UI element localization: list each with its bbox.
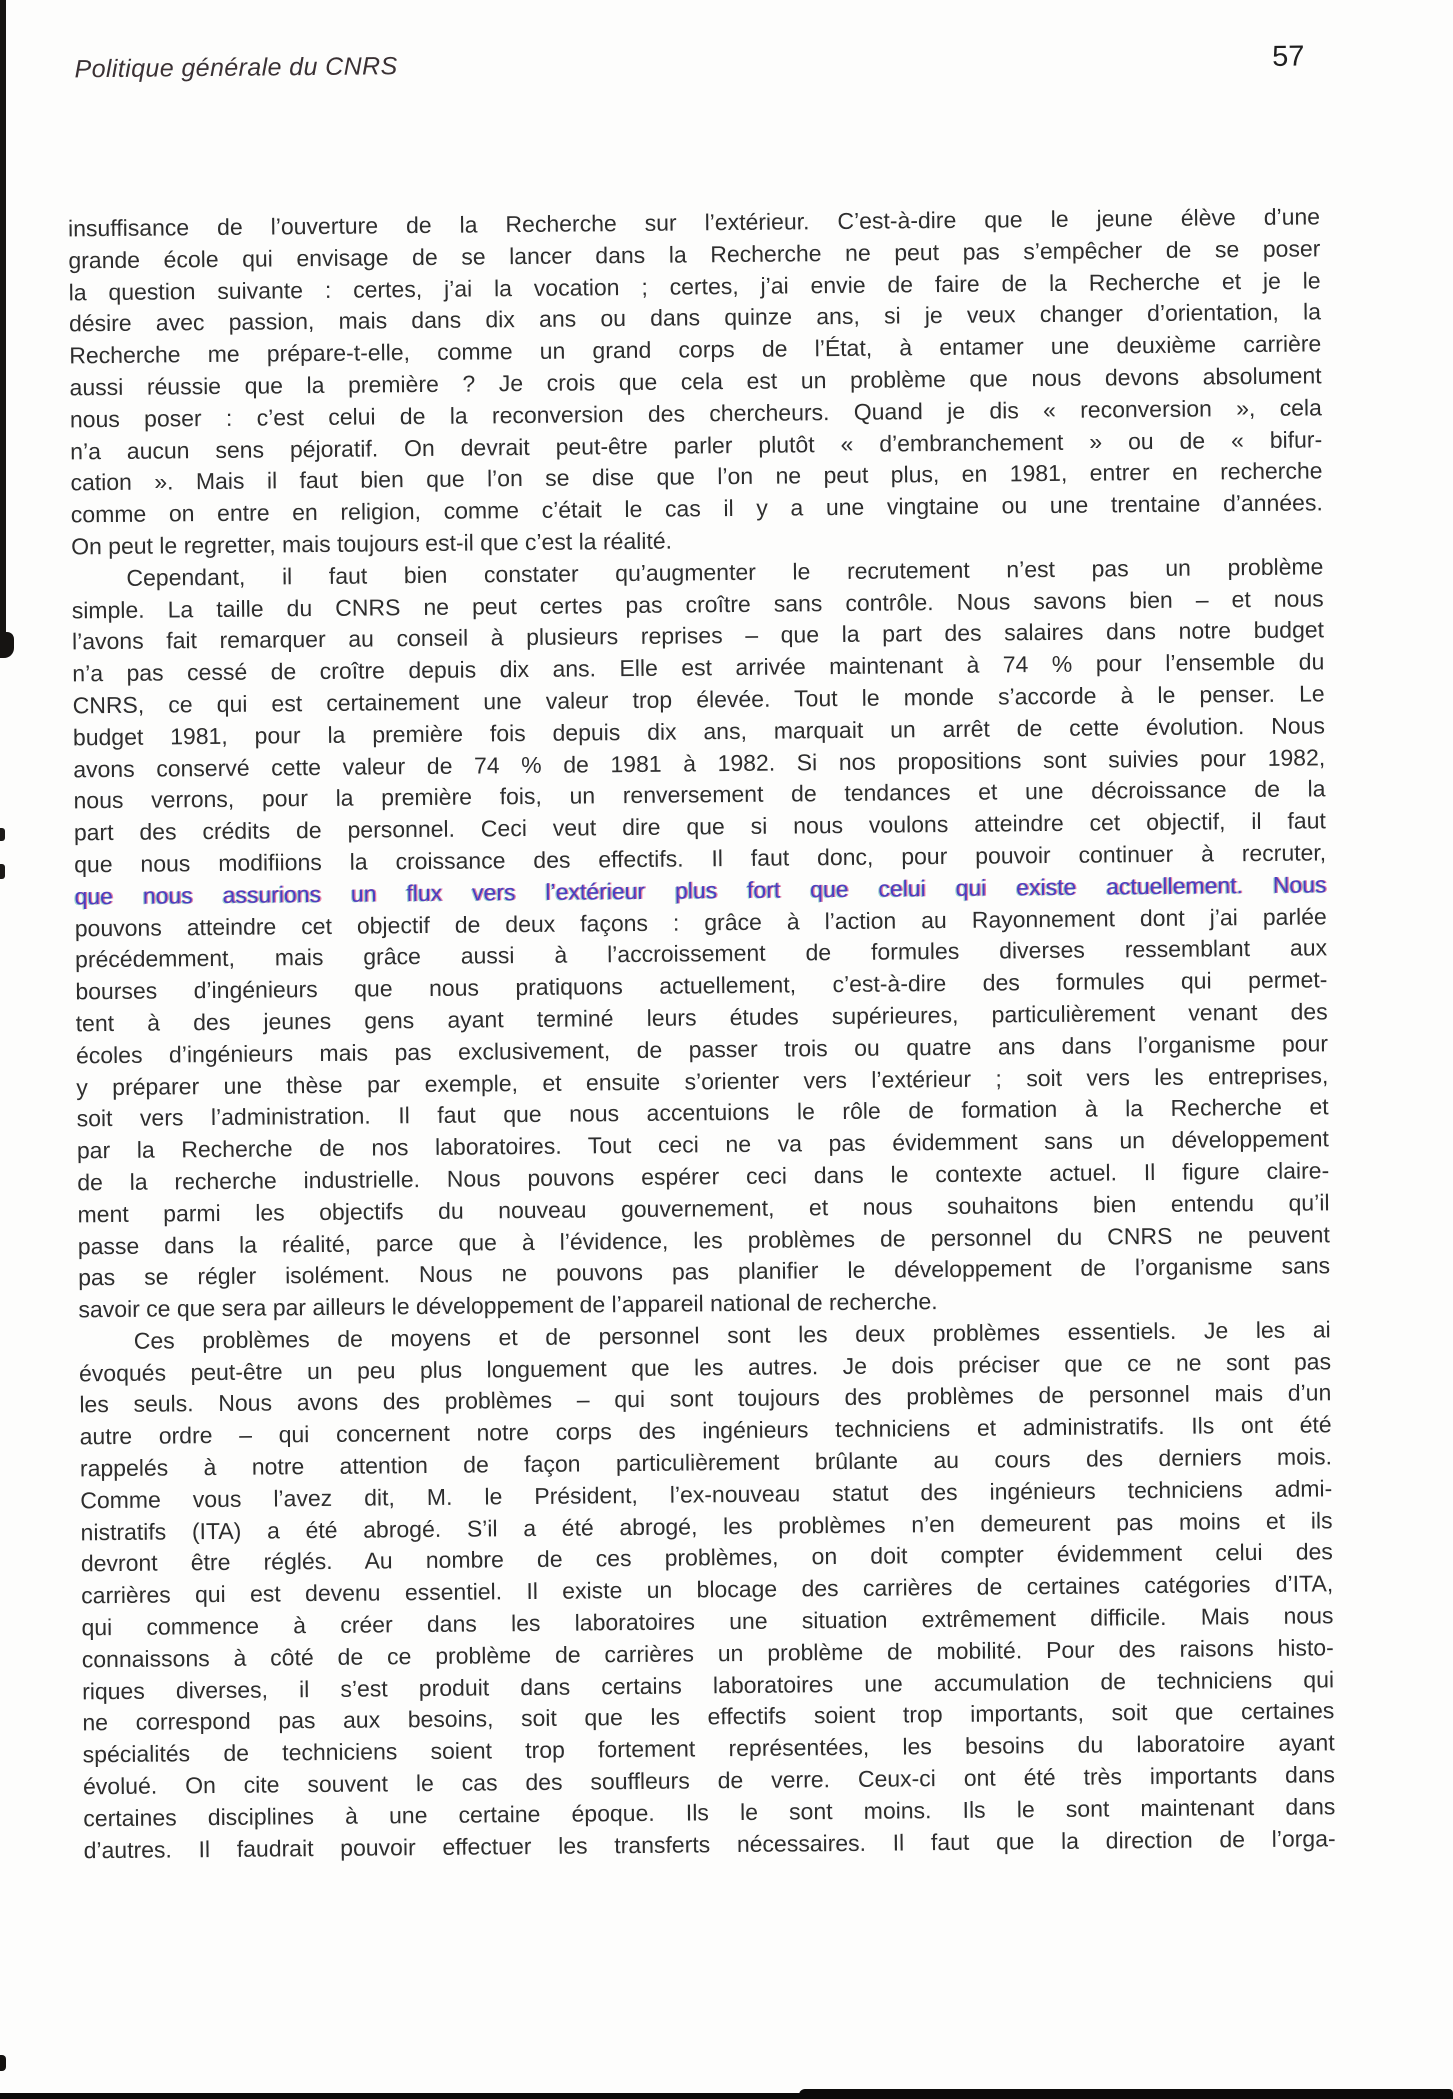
scan-edge-mark [0, 2055, 6, 2071]
text-line: riques diverses, il s’est produit dans certains laboratoires une accumulation de techniciens qui [81, 1665, 1335, 1704]
text-line: précédemment, mais grâce aussi à l’accroissement de formules diverses ressemblant aux [74, 934, 1328, 973]
text-line: bourses d’ingénieurs que nous pratiquons actuellement, c’est-à-dire des formules qui permet- [75, 966, 1328, 1005]
text-line: les seuls. Nous avons des problèmes – qui sont toujours des problèmes de personnel mais d’un [79, 1379, 1332, 1418]
text-line: que nous assurions un flux vers l’extérieur plus fort que celui qui existe actuellement. Nous [74, 871, 1327, 910]
text-line: spécialités de techniciens soient trop fortement représentées, les besoins du laboratoire ayant [82, 1729, 1335, 1768]
text-line: y préparer une thèse par exemple, et ensuite s’orienter vers l’extérieur ; soit vers les entreprises, [76, 1061, 1329, 1100]
text-line: CNRS, ce qui est certainement une valeur trop élevée. Tout le monde s’accorde à le penser. Le [72, 680, 1325, 719]
text-line: passe dans la réalité, parce que à l’évidence, les problèmes de personnel du CNRS ne peuvent [77, 1220, 1330, 1259]
page-content [66, 0, 1338, 2099]
text-line: d’autres. Il faudrait pouvoir effectuer les transferts nécessaires. Il faut que la direction de l’orga- [83, 1824, 1336, 1863]
text-line: avons conservé cette valeur de 74 % de 1981 à 1982. Si nos propositions sont suivies pour 1982, [73, 743, 1326, 782]
text-line: ne correspond pas aux besoins, soit que les effectifs soient trop importants, soit que certaines [82, 1697, 1335, 1736]
text-line: n’a aucun sens péjoratif. On devrait peut-être parler plutôt « d’embranchement » ou de « bifur- [70, 425, 1323, 464]
text-line: comme on entre en religion, comme c’était le cas il y a une vingtaine ou une trentaine d’années. [70, 489, 1323, 528]
text-line: nous verrons, pour la première fois, un renversement de tendances et une décroissance de la [73, 775, 1326, 814]
text-line: par la Recherche de nos laboratoires. Tout ceci ne va pas évidemment sans un développement [76, 1125, 1329, 1164]
scan-edge-mark [0, 864, 5, 879]
text-line: l’avons fait remarquer au conseil à plusieurs reprises – que la part des salaires dans notre budget [71, 616, 1325, 655]
text-line: cation ». Mais il faut bien que l’on se dise que l’on ne peut plus, en 1981, entrer en recherche [70, 457, 1323, 496]
text-line: Recherche me prépare-t-elle, comme un grand corps de l’État, à entamer une deuxième carrière [69, 330, 1322, 369]
text-line: simple. La taille du CNRS ne peut certes pas croître sans contrôle. Nous savons bien – et nous [71, 584, 1324, 623]
scan-edge-strip [0, 0, 6, 650]
text-line: devront être réglés. Au nombre de ces problèmes, on doit compter évidemment celui des [80, 1538, 1333, 1577]
text-line: aussi réussie que la première ? Je crois que cela est un problème que nous devons absolument [69, 362, 1322, 401]
text-line: que nous modifiions la croissance des effectifs. Il faut donc, pour pouvoir continuer à recruter, [74, 839, 1327, 878]
text-line: de la recherche industrielle. Nous pouvons espérer ceci dans le contexte actuel. Il figure claire- [77, 1157, 1330, 1196]
text-line: certaines disciplines à une certaine époque. Ils le sont moins. Ils le sont maintenant dans [83, 1793, 1336, 1832]
text-line: pas se régler isolément. Nous ne pouvons pas planifier le développement de l’organisme sans [78, 1252, 1331, 1291]
text-line: nistratifs (ITA) a été abrogé. S’il a été abrogé, les problèmes n’en demeurent pas moins et ils [80, 1506, 1333, 1545]
text-line: connaissons à côté de ce problème de carrières un problème de mobilité. Pour des raisons histo- [81, 1634, 1334, 1673]
text-line: savoir ce que sera par ailleurs le développement de l’appareil national de recherche. [78, 1288, 938, 1323]
scan-edge-blob [0, 632, 14, 658]
text-line: évoqués peut-être un peu plus longuement que les autres. Je dois préciser que ce ne sont pas [78, 1348, 1332, 1387]
text-line: part des crédits de personnel. Ceci veut dire que si nous voulons atteindre cet objectif, il faut [73, 807, 1326, 846]
text-line: Comme vous l’avez dit, M. le Président, l’ex-nouveau statut des ingénieurs techniciens admi- [80, 1475, 1333, 1514]
text-line: insuffisance de l’ouverture de la Recherche sur l’extérieur. C’est-à-dire que le jeune élève d’une [67, 203, 1321, 242]
text-line: n’a pas cessé de croître depuis dix ans. Elle est arrivée maintenant à 74 % pour l’ensemble du [72, 648, 1325, 687]
text-line: grande école qui envisage de se lancer dans la Recherche ne peut pas s’empêcher de se poser [68, 235, 1321, 274]
text-line: pouvons atteindre cet objectif de deux façons : grâce à l’action au Rayonnement dont j’ai parlée [74, 902, 1327, 941]
text-line: soit vers l’administration. Il faut que nous accentuions le rôle de formation à la Recherche et [76, 1093, 1329, 1132]
text-line: carrières qui est devenu essentiel. Il existe un blocage des carrières de certaines catégories d’ITA, [81, 1570, 1334, 1609]
text-block [68, 201, 1336, 1866]
text-line: rappelés à notre attention de façon particulièrement brûlante au cours des derniers mois. [79, 1443, 1333, 1482]
text-line: qui commence à créer dans les laboratoires une situation extrêmement difficile. Mais nous [81, 1602, 1334, 1641]
page-header [66, 40, 1318, 85]
text-line: autre ordre – qui concernent notre corps des ingénieurs techniciens et administratifs. Ils ont été [79, 1411, 1332, 1450]
text-line: budget 1981, pour la première fois depuis dix ans, marquait un arrêt de cette évolution. Nous [72, 712, 1326, 751]
scan-bottom-bar [799, 2089, 1453, 2099]
text-line: nous poser : c’est celui de la reconversion des chercheurs. Quand je dis « reconversion », cela [69, 394, 1322, 433]
text-line: évolué. On cite souvent le cas des souffleurs de verre. Ceux-ci ont été très importants dans [82, 1761, 1336, 1800]
text-line: ment parmi les objectifs du nouveau gouvernement, et nous souhaitons bien entendu qu’il [77, 1189, 1330, 1228]
running-title: Politique générale du CNRS [74, 52, 398, 84]
text-line: tent à des jeunes gens ayant terminé leurs études supérieures, particulièrement venant des [75, 998, 1328, 1037]
scan-edge-mark [0, 828, 5, 841]
text-line: On peut le regretter, mais toujours est-il que c’est la réalité. [71, 527, 673, 560]
text-line: la question suivante : certes, j’ai la vocation ; certes, j’ai envie de faire de la Recherche et je le [68, 266, 1321, 305]
text-line: Cependant, il faut bien constater qu’augmenter le recrutement n’est pas un problème [126, 553, 1324, 591]
page-number: 57 [1272, 40, 1305, 73]
text-line: écoles d’ingénieurs mais pas exclusivement, de passer trois ou quatre ans dans l’organisme pour [75, 1030, 1329, 1069]
text-line: désire avec passion, mais dans dix ans ou dans quinze ans, si je veux changer d’orientation, la [68, 298, 1322, 337]
text-line: Ces problèmes de moyens et de personnel sont les deux problèmes essentiels. Je les ai [133, 1316, 1331, 1354]
